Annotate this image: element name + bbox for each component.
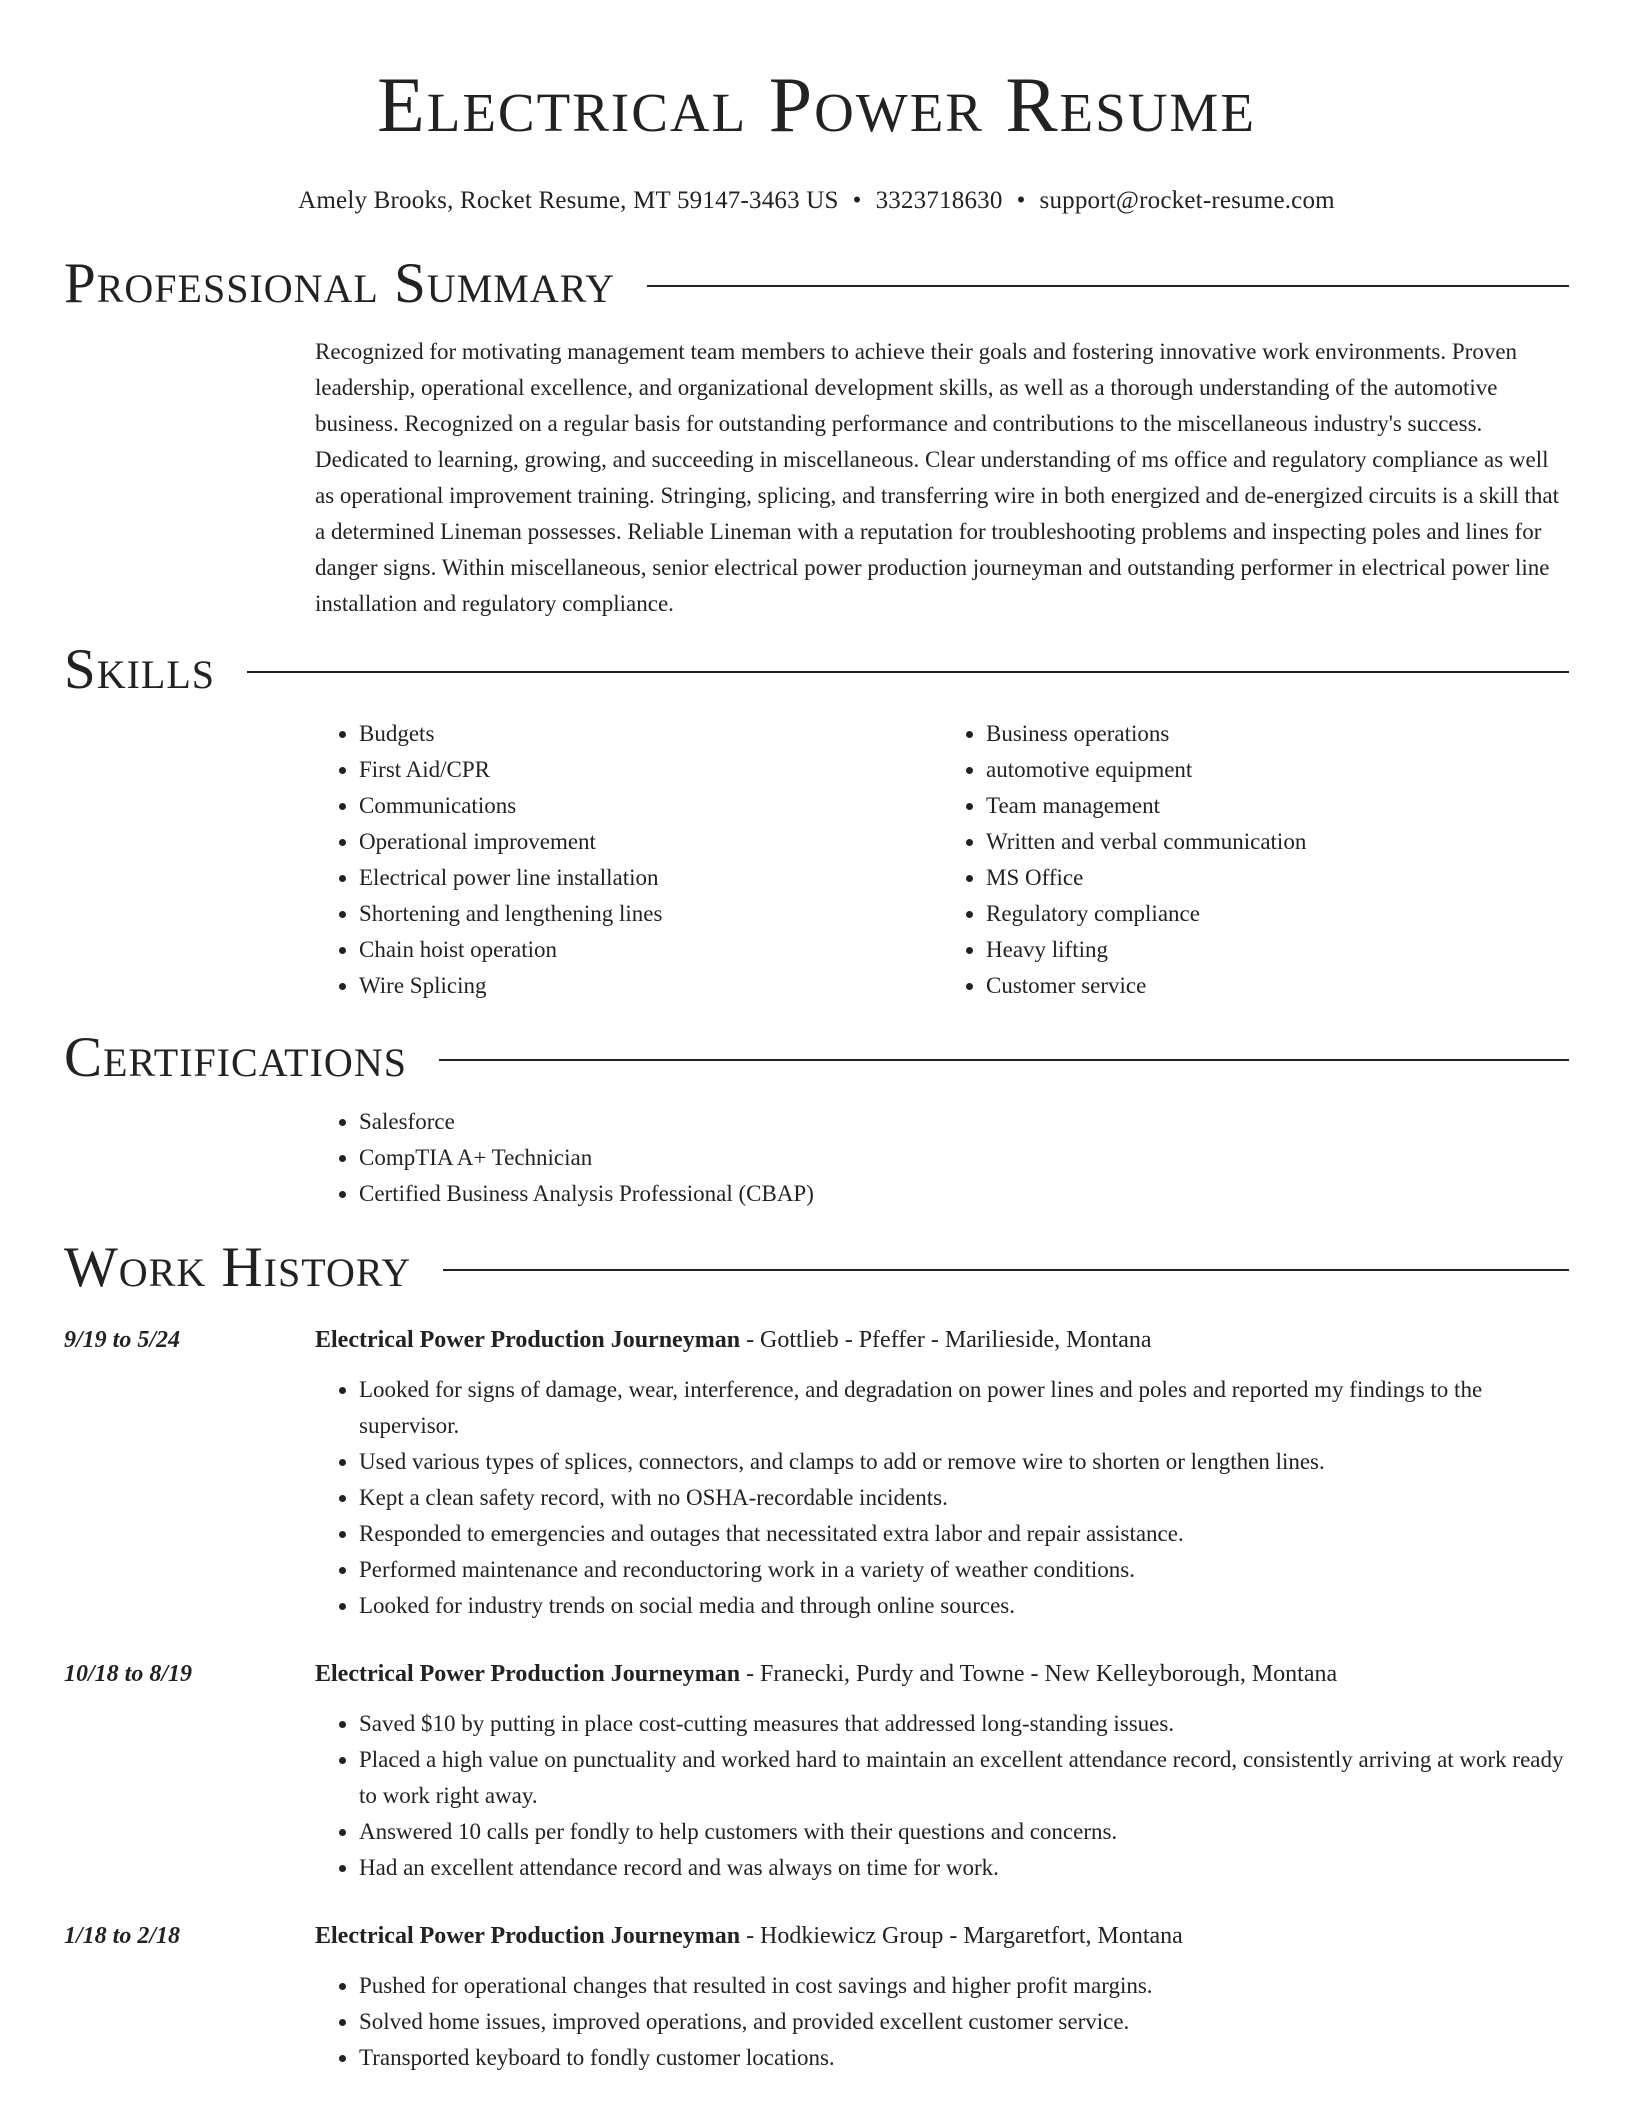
skill-item: • Budgets [359, 716, 942, 752]
skill-item: • MS Office [986, 860, 1569, 896]
job-bullet: • Kept a clean safety record, with no OSHA-recordable incidents. [359, 1480, 1569, 1516]
job-dates: 9/19 to 5/24 [64, 1327, 181, 1353]
job-dates: 10/18 to 8/19 [64, 1661, 193, 1687]
section-divider [439, 1059, 1569, 1061]
skill-item: • Chain hoist operation [359, 932, 942, 968]
skill-item: • Written and verbal communication [986, 824, 1569, 860]
summary-body [315, 334, 1569, 622]
job-bullet: • Responded to emergencies and outages that necessitated extra labor and repair assistance. [359, 1516, 1569, 1552]
job-bullet: • Transported keyboard to fondly customer locations. [359, 2040, 1569, 2076]
skills-list-right [942, 716, 1569, 1004]
job-entry [64, 1322, 1569, 1624]
certifications-list [315, 1104, 1569, 1212]
job-bullet: • Looked for signs of damage, wear, interference, and degradation on power lines and poles and reported my findings to the supervisor. [359, 1372, 1569, 1444]
section-divider [247, 671, 1569, 673]
contact-phone: 3323718630 [875, 187, 1003, 214]
summary-text: Recognized for motivating management team members to achieve their goals and fostering innovative work environments. Proven leadership, operational excellence, and organizational development skills, as well as a thorough understanding of the automotive business. Recognized on a regular basis for outstanding performance and contributions to the miscellaneous industry's success. Dedicated to learning, growing, and succeeding in miscellaneous. Clear understanding of ms office and regulatory compliance as well as operational improvement training. Stringing, splicing, and transferring wire in both energized and de-energized circuits is a skill that a determined Lineman possesses. Reliable Lineman with a reputation for troubleshooting problems and inspecting poles and lines for danger signs. Within miscellaneous, senior electrical power production journeyman and outstanding performer in electrical power line installation and regulatory compliance. [315, 339, 1559, 616]
skill-item: • Operational improvement [359, 824, 942, 860]
job-bullets [315, 1372, 1569, 1624]
job-bullet: • Pushed for operational changes that resulted in cost savings and higher profit margins. [359, 1968, 1569, 2004]
skill-item: • Heavy lifting [986, 932, 1569, 968]
job-title-line [315, 1656, 1569, 1692]
job-entry [64, 1656, 1569, 1886]
summary-heading: Professional Summary [64, 252, 616, 315]
job-details [315, 1322, 1569, 1624]
skill-item: • Team management [986, 788, 1569, 824]
resume-title: Electrical Power Resume [377, 61, 1256, 148]
certifications-section-header [64, 1026, 1569, 1090]
job-bullet: • Performed maintenance and reconductoring work in a variety of weather conditions. [359, 1552, 1569, 1588]
job-entry [64, 1918, 1569, 2076]
skill-item: • Wire Splicing [359, 968, 942, 1004]
skill-item: • Customer service [986, 968, 1569, 1004]
contact-line [64, 184, 1569, 218]
skills-grid [315, 716, 1569, 1004]
job-company: - Gottlieb - Pfeffer - Marilieside, Montana [740, 1327, 1152, 1353]
job-title: Electrical Power Production Journeyman [315, 1327, 741, 1353]
skill-item: • Shortening and lengthening lines [359, 896, 942, 932]
skills-list-left [315, 716, 942, 1004]
contact-separator: • [1016, 187, 1026, 214]
job-bullets [315, 1706, 1569, 1886]
job-title-line [315, 1918, 1569, 1954]
job-bullet: • Had an excellent attendance record and was always on time for work. [359, 1850, 1569, 1886]
contact-email: support@rocket-resume.com [1039, 187, 1335, 214]
contact-name-address: Amely Brooks, Rocket Resume, MT 59147-3463 US [298, 187, 839, 214]
certification-item: • CompTIA A+ Technician [359, 1140, 1569, 1176]
certifications-heading: Certifications [64, 1026, 407, 1089]
job-title-line [315, 1322, 1569, 1358]
work-history-heading: Work History [64, 1236, 412, 1299]
skill-item: • Communications [359, 788, 942, 824]
skill-item: • First Aid/CPR [359, 752, 942, 788]
job-bullet: • Answered 10 calls per fondly to help customers with their questions and concerns. [359, 1814, 1569, 1850]
job-bullets [315, 1968, 1569, 2076]
contact-separator: • [852, 187, 862, 214]
job-bullet: • Used various types of splices, connectors, and clamps to add or remove wire to shorten or lengthen lines. [359, 1444, 1569, 1480]
job-company: - Franecki, Purdy and Towne - New Kelleyborough, Montana [740, 1661, 1338, 1687]
skills-heading: Skills [64, 638, 216, 701]
skill-item: • automotive equipment [986, 752, 1569, 788]
work-history-section-header [64, 1236, 1569, 1300]
job-details [315, 1656, 1569, 1886]
skill-item: • Business operations [986, 716, 1569, 752]
certification-item: • Certified Business Analysis Professional (CBAP) [359, 1176, 1569, 1212]
job-title: Electrical Power Production Journeyman [315, 1661, 741, 1687]
skills-section-header [64, 638, 1569, 702]
certifications-body [315, 1104, 1569, 1212]
skill-item: • Electrical power line installation [359, 860, 942, 896]
summary-section-header [64, 252, 1569, 316]
job-title: Electrical Power Production Journeyman [315, 1923, 741, 1949]
job-dates: 1/18 to 2/18 [64, 1923, 181, 1949]
certification-item: • Salesforce [359, 1104, 1569, 1140]
job-bullet: • Placed a high value on punctuality and worked hard to maintain an excellent attendance record, consistently arriving at work ready to work right away. [359, 1742, 1569, 1814]
section-divider [443, 1269, 1569, 1271]
job-bullet: • Solved home issues, improved operations, and provided excellent customer service. [359, 2004, 1569, 2040]
skill-item: • Regulatory compliance [986, 896, 1569, 932]
job-bullet: • Looked for industry trends on social media and through online sources. [359, 1588, 1569, 1624]
job-company: - Hodkiewicz Group - Margaretfort, Montana [740, 1923, 1183, 1949]
job-bullet: • Saved $10 by putting in place cost-cutting measures that addressed long-standing issues. [359, 1706, 1569, 1742]
job-details [315, 1918, 1569, 2076]
section-divider [647, 285, 1569, 287]
